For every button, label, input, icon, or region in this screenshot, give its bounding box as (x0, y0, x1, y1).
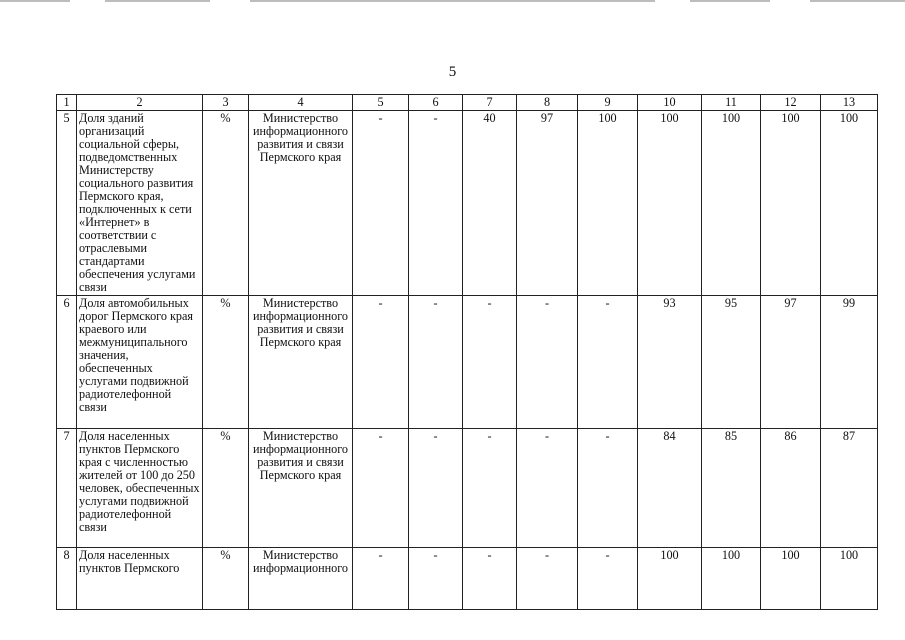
value-cell: 99 (821, 296, 878, 429)
table-row (57, 296, 878, 429)
column-header: 7 (463, 95, 517, 111)
value-cell: - (463, 429, 517, 548)
indicator-name: Доля населенных пунктов Пермского края с численностью жителей от 100 до 250 человек, обеспеченных услугами подвижной радиотелефонной связи (77, 429, 203, 548)
value-cell: 100 (702, 548, 761, 610)
table-row (57, 111, 878, 296)
scan-edge-rule (250, 0, 655, 2)
responsible-cell: Министерство информационного развития и связи Пермского края (249, 296, 353, 429)
value-cell: 100 (821, 548, 878, 610)
unit-cell: % (203, 296, 249, 429)
column-header: 8 (517, 95, 578, 111)
value-cell: 100 (761, 111, 821, 296)
column-header: 13 (821, 95, 878, 111)
value-cell: 97 (517, 111, 578, 296)
value-cell: - (353, 111, 409, 296)
value-cell: 100 (578, 111, 638, 296)
value-cell: - (353, 296, 409, 429)
table-row (57, 548, 878, 610)
value-cell: 86 (761, 429, 821, 548)
scan-edge-rule (810, 0, 905, 2)
column-header: 3 (203, 95, 249, 111)
value-cell: 100 (821, 111, 878, 296)
responsible-cell: Министерство информационного (249, 548, 353, 610)
unit-cell: % (203, 548, 249, 610)
indicator-name: Доля автомобильных дорог Пермского края краевого или межмуниципального значения, обеспеченных услугами подвижной радиотелефонной связи (77, 296, 203, 429)
value-cell: - (517, 296, 578, 429)
indicators-table (56, 94, 878, 610)
value-cell: - (517, 429, 578, 548)
value-cell: 87 (821, 429, 878, 548)
column-header: 11 (702, 95, 761, 111)
value-cell: 97 (761, 296, 821, 429)
value-cell: - (463, 296, 517, 429)
column-header: 6 (409, 95, 463, 111)
indicator-name: Доля зданий организаций социальной сферы, подведомственных Министерству социального развития Пермского края, подключенных к сети «Интернет» в соответствии с отраслевыми стандартами обеспечения услугами связи (77, 111, 203, 296)
scan-edge-rule (0, 0, 70, 2)
unit-cell: % (203, 429, 249, 548)
value-cell: - (578, 296, 638, 429)
column-header: 1 (57, 95, 77, 111)
row-number: 7 (57, 429, 77, 548)
unit-cell: % (203, 111, 249, 296)
value-cell: - (353, 429, 409, 548)
responsible-cell: Министерство информационного развития и связи Пермского края (249, 111, 353, 296)
scan-edge-rule (105, 0, 210, 2)
value-cell: 93 (638, 296, 702, 429)
value-cell: - (409, 548, 463, 610)
page-number: 5 (448, 64, 457, 80)
value-cell: 85 (702, 429, 761, 548)
value-cell: 100 (638, 548, 702, 610)
value-cell: 100 (702, 111, 761, 296)
column-header: 2 (77, 95, 203, 111)
column-header: 12 (761, 95, 821, 111)
row-number: 8 (57, 548, 77, 610)
column-header: 9 (578, 95, 638, 111)
indicator-name: Доля населенных пунктов Пермского (77, 548, 203, 610)
value-cell: 100 (761, 548, 821, 610)
value-cell: 84 (638, 429, 702, 548)
value-cell: 100 (638, 111, 702, 296)
scan-edge-rule (690, 0, 770, 2)
value-cell: - (578, 548, 638, 610)
row-number: 5 (57, 111, 77, 296)
column-header: 5 (353, 95, 409, 111)
responsible-cell: Министерство информационного развития и связи Пермского края (249, 429, 353, 548)
value-cell: - (409, 111, 463, 296)
table-row (57, 429, 878, 548)
value-cell: - (578, 429, 638, 548)
column-header: 10 (638, 95, 702, 111)
table-header-row (57, 95, 878, 111)
value-cell: - (463, 548, 517, 610)
column-header: 4 (249, 95, 353, 111)
row-number: 6 (57, 296, 77, 429)
value-cell: - (353, 548, 409, 610)
value-cell: 95 (702, 296, 761, 429)
value-cell: - (409, 429, 463, 548)
value-cell: 40 (463, 111, 517, 296)
value-cell: - (517, 548, 578, 610)
value-cell: - (409, 296, 463, 429)
